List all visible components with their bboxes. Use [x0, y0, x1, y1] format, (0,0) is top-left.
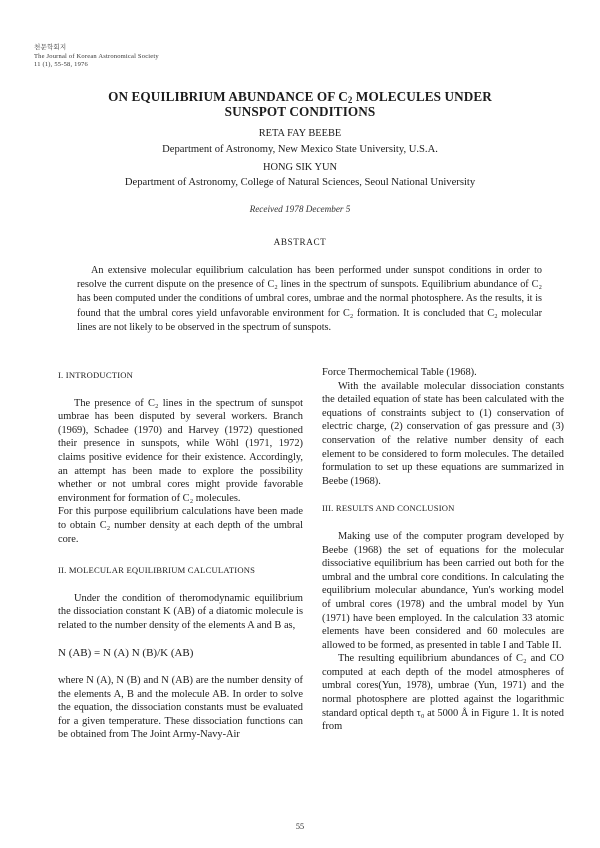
right-column — [322, 366, 564, 734]
received-date: Received 1978 December 5 — [249, 204, 351, 214]
section-heading-introduction: I. INTRODUCTION — [58, 370, 134, 380]
section-heading-molecular-equilibrium: II. MOLECULAR EQUILIBRIUM CALCULATIONS — [58, 565, 256, 576]
abstract-text: An extensive molecular equilibrium calculation has been performed under sunspot conditions in order to resolve the current dispute on the presence of C₂ lines in the spectrum of sunspots. Equilibrium abundance of C₂ has been computed under the conditions of umbral cores, umbrae and the normal photosphere. As the results, it is found that the umbral cores yield unfavorable environment for C₂ formation. It is concluded that C₂ molecular lines are not likely to be observed in the spectrum of sunspots. — [77, 265, 542, 333]
page-number: 55 — [295, 822, 305, 831]
results-paragraph-2: The resulting equilibrium abundances of C₂ and CO computed at each depth of the model atmospheres of umbral cores(Yun, 1978), umbrae (Yun, 1971) and the normal photosphere are plotted against the logarithmic standard optical depth τ₀ at 5000 Å in Figure 1. It is noted from — [322, 653, 564, 733]
left-column — [58, 369, 303, 742]
journal-name: The Journal of Korean Astronomical Society — [34, 52, 159, 60]
results-paragraph-1: Making use of the computer program developed by Beebe (1968) the set of equations for the molecular dissociative equilibrium has been carried out both for the umbral and the umbral core conditions. In calculating the equilibrium molecular abundance, Yun's working model of umbral cores (1978) and the umbral model by Yun (1971) have been employed. In the calculation 33 atomic elements have been considered and 60 molecules are allowed to be formed, as presented in table I and Table II. — [322, 530, 564, 651]
dissociation-equation: N (AB) = N (A) N (B)/K (AB) — [58, 646, 194, 659]
molecular-paragraph-3: Force Thermochemical Table (1968). — [322, 367, 477, 378]
author-affiliation-1: Department of Astronomy, New Mexico State University, U.S.A. — [162, 144, 438, 155]
journal-header — [34, 44, 159, 70]
section-heading-results: III. RESULTS AND CONCLUSION — [322, 503, 455, 514]
intro-paragraph-1: The presence of C₂ lines in the spectrum of sunspot umbrae has been disputed by several workers. Branch (1969), Schadee (1970) and Harvey (1972) questioned their presence in sunspots, while Wöhl (1971, 1972) claims positive evidence for their existence. Accordingly, an attempt has been made to explore the possibility whether or not umbral cores might provide favorable environment for formation of C₂ molecules. — [58, 397, 303, 504]
molecular-paragraph-1: Under the condition of theromodynamic equilibrium the dissociation constant K (AB) of a diatomic molecule is related to the number density of the elements A and B as, — [58, 592, 303, 631]
abstract-heading: ABSTRACT — [273, 237, 327, 247]
author-name-2: HONG SIK YUN — [262, 162, 338, 173]
journal-korean-name: 천문학회지 — [34, 44, 67, 51]
author-affiliation-2: Department of Astronomy, College of Natural Sciences, Seoul National University — [124, 177, 476, 188]
paper-title — [40, 90, 560, 119]
molecular-paragraph-4: With the available molecular dissociation constants the detailed equation of state has been calculated with the equations of constraints subject to (1) conservation of electric charge, (2) conservation of gas pressure and (3) conservation of the relative number density of each element to be considered to form molecules. The detailed formulation to set up these equations are summarized in Beebe (1968). — [322, 380, 564, 487]
author-name-1: RETA FAY BEEBE — [258, 128, 342, 139]
title-line-2: SUNSPOT CONDITIONS — [224, 103, 376, 119]
journal-reference: 11 (1), 55-58, 1976 — [34, 61, 88, 69]
title-line-1: ON EQUILIBRIUM ABUNDANCE OF $C_2$ MOLECULES UNDER — [108, 89, 492, 105]
intro-paragraph-2: For this purpose equilibrium calculations have been made to obtain C₂ number density at each depth of the umbral core. — [58, 506, 303, 545]
molecular-paragraph-2: where N (A), N (B) and N (AB) are the number density of the elements A, B and the molecule AB. In order to solve the equation, the dissociation constants must be evaluated for a given temperature. These dissociation functions can be obtained from The Joint Army-Navy-Air — [58, 675, 303, 741]
